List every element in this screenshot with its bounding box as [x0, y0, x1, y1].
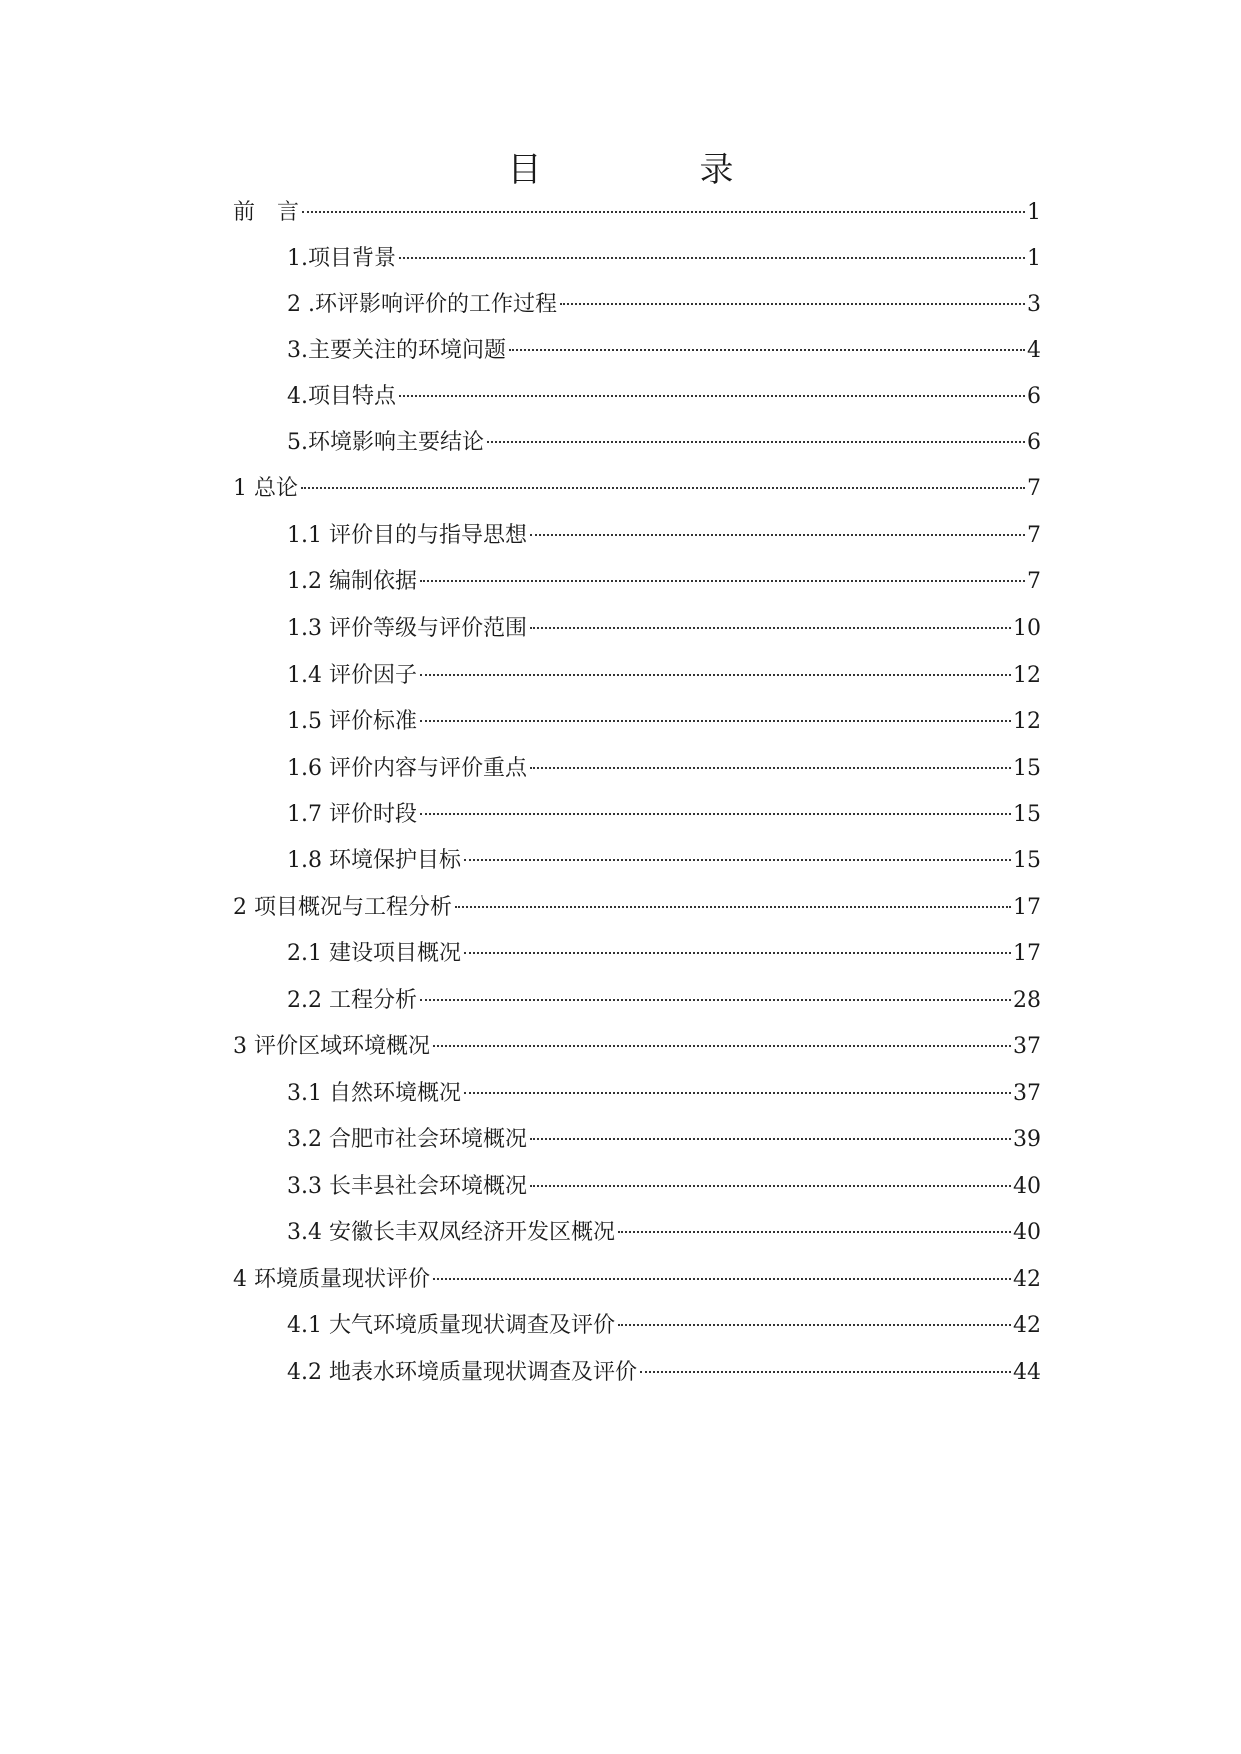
toc-leader: [301, 487, 1025, 489]
toc-entry-label: 4.项目特点: [287, 384, 396, 409]
toc-entry-label: 5.环境影响主要结论: [287, 430, 484, 455]
toc-entry[interactable]: [287, 939, 1041, 969]
toc-leader: [420, 813, 1011, 815]
toc-page-number: 10: [1013, 616, 1041, 641]
toc-page-number: 44: [1013, 1360, 1041, 1385]
toc-leader: [420, 999, 1011, 1001]
toc-leader: [530, 1138, 1011, 1140]
toc-page-number: 1: [1027, 200, 1041, 225]
toc-entry[interactable]: [233, 474, 1041, 504]
toc-page-number: 17: [1013, 895, 1041, 920]
toc-entry-label: 2 .环评影响评价的工作过程: [287, 292, 557, 317]
toc-leader: [530, 1185, 1011, 1187]
toc-leader: [560, 303, 1025, 305]
toc-entry-label: 1.7 评价时段: [287, 802, 417, 827]
toc-entry-label: 1.8 环境保护目标: [287, 848, 461, 873]
toc-entry[interactable]: [287, 1125, 1041, 1155]
toc-leader: [618, 1231, 1011, 1233]
toc-entry[interactable]: [287, 567, 1041, 597]
toc-leader: [509, 349, 1025, 351]
toc-entry[interactable]: [233, 198, 1041, 228]
toc-entry[interactable]: [233, 1032, 1041, 1062]
toc-entry-label: 1.6 评价内容与评价重点: [287, 756, 527, 781]
toc-entry-label: 1.2 编制依据: [287, 569, 417, 594]
toc-leader: [487, 441, 1025, 443]
toc-page-number: 42: [1013, 1267, 1041, 1292]
toc-page-number: 39: [1013, 1127, 1041, 1152]
toc-page-number: 6: [1027, 430, 1041, 455]
toc-page-number: 15: [1013, 802, 1041, 827]
toc-entry[interactable]: [287, 244, 1041, 274]
toc-entry[interactable]: [287, 707, 1041, 737]
toc-entry[interactable]: [287, 754, 1041, 784]
toc-entry[interactable]: [287, 382, 1041, 412]
toc-leader: [618, 1324, 1011, 1326]
toc-entry[interactable]: [287, 1079, 1041, 1109]
toc-leader: [420, 674, 1011, 676]
toc-page-number: 6: [1027, 384, 1041, 409]
toc-page-number: 15: [1013, 848, 1041, 873]
toc-page-number: 1: [1027, 246, 1041, 271]
toc-page-number: 15: [1013, 756, 1041, 781]
toc-entry[interactable]: [233, 893, 1041, 923]
toc-entry-label: 1.4 评价因子: [287, 663, 417, 688]
toc-page-number: 7: [1027, 569, 1041, 594]
toc-entry-label: 3.4 安徽长丰双凤经济开发区概况: [287, 1220, 615, 1245]
toc-page-number: 4: [1027, 338, 1041, 363]
toc-leader: [464, 859, 1011, 861]
toc-page-number: 42: [1013, 1313, 1041, 1338]
toc-entry[interactable]: [287, 428, 1041, 458]
toc-page-number: 7: [1027, 523, 1041, 548]
toc-entry-label: 3.1 自然环境概况: [287, 1081, 461, 1106]
toc-page-number: 12: [1013, 709, 1041, 734]
toc-entry-label: 前 言: [233, 200, 300, 225]
toc-entry-label: 1 总论: [233, 476, 298, 501]
toc-page-number: 37: [1013, 1034, 1041, 1059]
toc-page-number: 40: [1013, 1174, 1041, 1199]
toc-entry-label: 3 评价区域环境概况: [233, 1034, 430, 1059]
toc-entry[interactable]: [287, 846, 1041, 876]
toc-entry[interactable]: [233, 1265, 1041, 1295]
toc-entry-label: 1.项目背景: [287, 246, 396, 271]
toc-entry-label: 3.3 长丰县社会环境概况: [287, 1174, 527, 1199]
toc-entry[interactable]: [287, 290, 1041, 320]
toc-page-number: 40: [1013, 1220, 1041, 1245]
toc-leader: [420, 720, 1011, 722]
toc-entry[interactable]: [287, 336, 1041, 366]
toc-leader: [399, 395, 1025, 397]
toc-leader: [640, 1371, 1011, 1373]
toc-entry[interactable]: [287, 1311, 1041, 1341]
toc-entry-label: 4 环境质量现状评价: [233, 1267, 430, 1292]
toc-page-number: 3: [1027, 292, 1041, 317]
toc-entry-label: 2.1 建设项目概况: [287, 941, 461, 966]
toc-page-number: 28: [1013, 988, 1041, 1013]
toc-leader: [464, 952, 1011, 954]
toc-entry[interactable]: [287, 1218, 1041, 1248]
toc-leader: [530, 627, 1011, 629]
toc-page-number: 37: [1013, 1081, 1041, 1106]
toc-entry[interactable]: [287, 1172, 1041, 1202]
toc-leader: [464, 1092, 1011, 1094]
toc-leader: [420, 580, 1025, 582]
toc-entry-label: 2.2 工程分析: [287, 988, 417, 1013]
toc-leader: [530, 767, 1011, 769]
toc-leader: [530, 534, 1025, 536]
toc-entry-label: 1.1 评价目的与指导思想: [287, 523, 527, 548]
toc-page-number: 7: [1027, 476, 1041, 501]
toc-entry[interactable]: [287, 800, 1041, 830]
toc-page-number: 12: [1013, 663, 1041, 688]
toc-page-number: 17: [1013, 941, 1041, 966]
toc-entry-label: 2 项目概况与工程分析: [233, 895, 452, 920]
toc-entry-label: 4.2 地表水环境质量现状调查及评价: [287, 1360, 637, 1385]
toc-leader: [302, 211, 1025, 213]
page-title: 目 录: [507, 150, 796, 190]
toc-entry[interactable]: [287, 986, 1041, 1016]
toc-leader: [399, 257, 1025, 259]
toc-entry[interactable]: [287, 521, 1041, 551]
toc-entry[interactable]: [287, 661, 1041, 691]
toc-entry-label: 3.2 合肥市社会环境概况: [287, 1127, 527, 1152]
toc-entry[interactable]: [287, 614, 1041, 644]
toc-entry-label: 1.3 评价等级与评价范围: [287, 616, 527, 641]
toc-leader: [433, 1278, 1011, 1280]
toc-entry-label: 3.主要关注的环境问题: [287, 338, 506, 363]
toc-entry-label: 4.1 大气环境质量现状调查及评价: [287, 1313, 615, 1338]
toc-leader: [455, 906, 1011, 908]
toc-entry-label: 1.5 评价标准: [287, 709, 417, 734]
toc-leader: [433, 1045, 1011, 1047]
toc-entry[interactable]: [287, 1358, 1041, 1388]
